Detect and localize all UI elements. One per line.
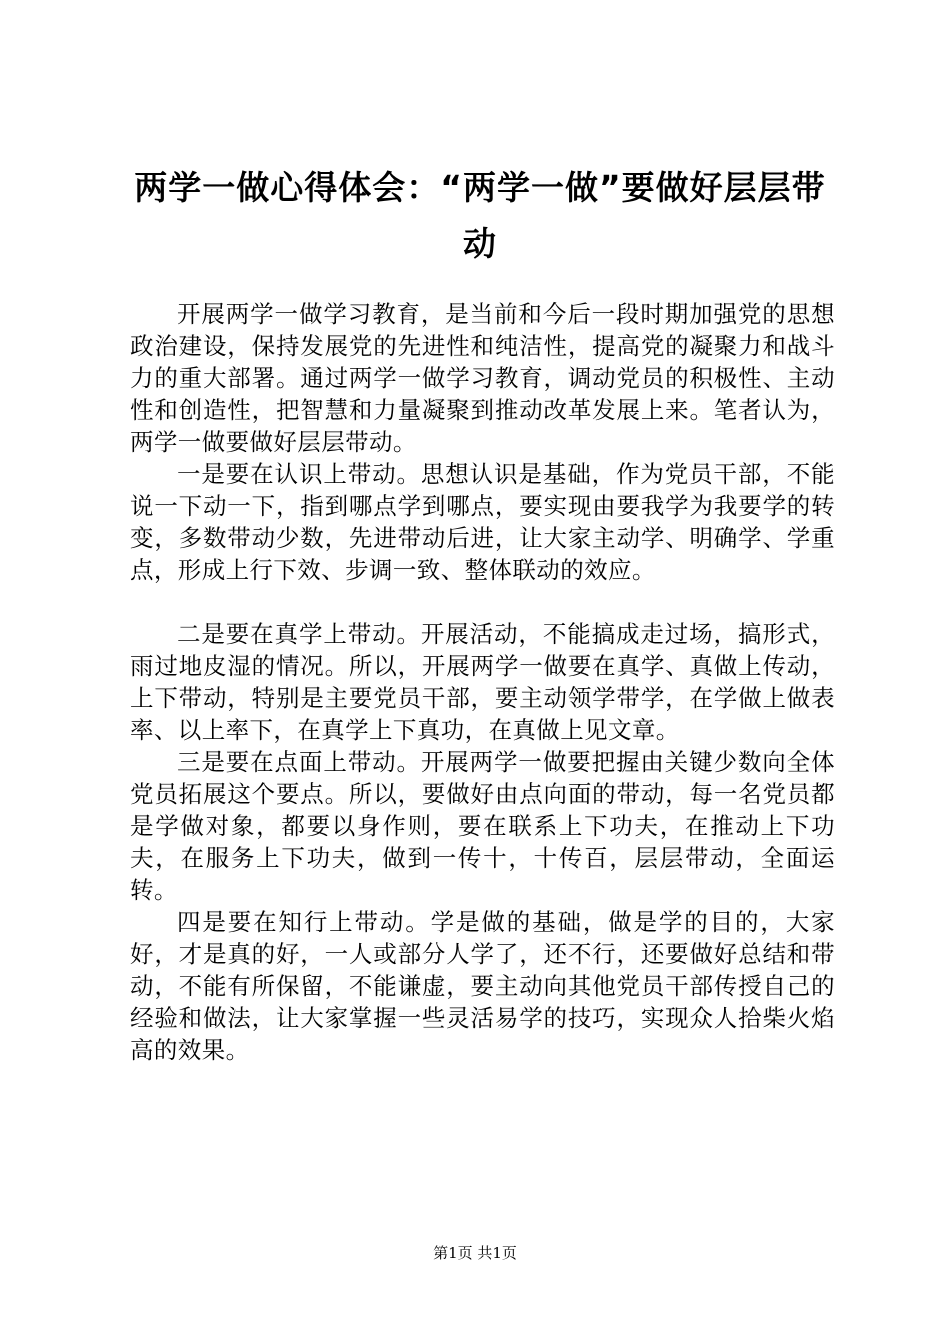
document-body <box>130 298 835 1066</box>
document-title: 两学一做心得体会：“两学一做”要做好层层带动 <box>134 168 826 263</box>
paragraph-point-3: 三是要在点面上带动。开展两学一做要把握由关键少数向全体党员拓展这个要点。所以，要做好由点向面的带动，每一名党员都是学做对象，都要以身作则，要在联系上下功夫，在推动上下功夫，在服务上下功夫，做到一传十，十传百，层层带动，全面运转。 <box>130 748 835 904</box>
paragraph-intro: 开展两学一做学习教育，是当前和今后一段时期加强党的思想政治建设，保持发展党的先进性和纯洁性，提高党的凝聚力和战斗力的重大部署。通过两学一做学习教育，调动党员的积极性、主动性和创造性，把智慧和力量凝聚到推动改革发展上来。笔者认为，两学一做要做好层层带动。 <box>130 300 835 456</box>
paragraph-point-2: 二是要在真学上带动。开展活动，不能搞成走过场，搞形式，雨过地皮湿的情况。所以，开展两学一做要在真学、真做上传动，上下带动，特别是主要党员干部，要主动领学带学，在学做上做表率、以上率下，在真学上下真功，在真做上见文章。 <box>130 620 835 744</box>
page-footer: 第1页 共1页 <box>433 1244 517 1262</box>
paragraph-point-1: 一是要在认识上带动。思想认识是基础，作为党员干部，不能说一下动一下，指到哪点学到哪点，要实现由要我学为我要学的转变，多数带动少数，先进带动后进，让大家主动学、明确学、学重点，形成上行下效、步调一致、整体联动的效应。 <box>130 460 835 584</box>
paragraph-point-4: 四是要在知行上带动。学是做的基础，做是学的目的，大家好，才是真的好，一人或部分人学了，还不行，还要做好总结和带动，不能有所保留，不能谦虚，要主动向其他党员干部传授自己的经验和做法，让大家掌握一些灵活易学的技巧，实现众人拾柴火焰高的效果。 <box>130 908 835 1064</box>
